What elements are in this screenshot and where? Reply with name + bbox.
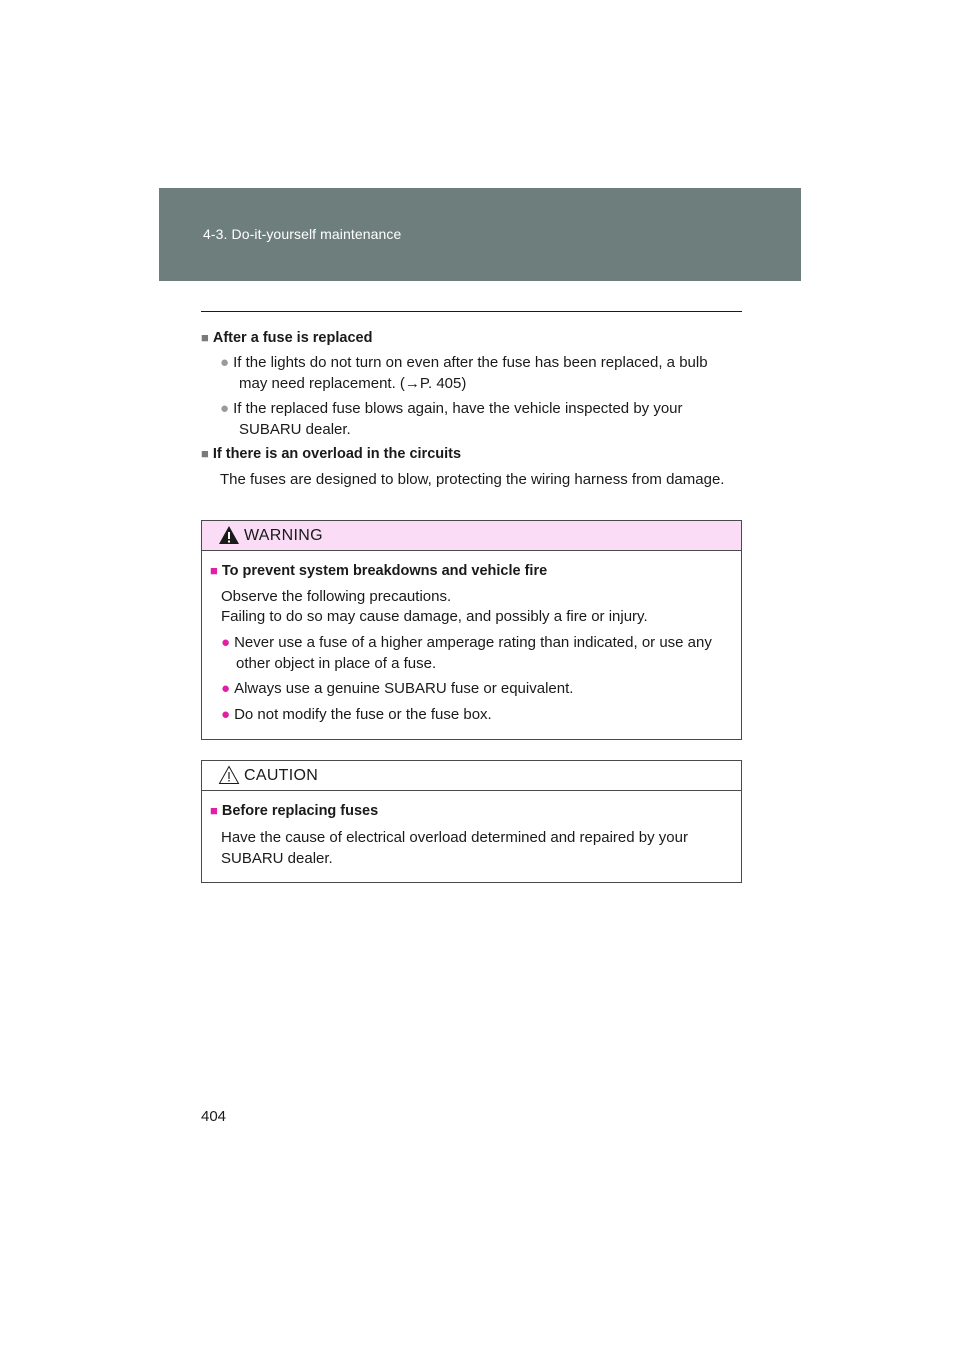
warning-text-precautions: Observe the following precautions. <box>221 588 452 605</box>
warning-triangle-icon <box>218 525 240 545</box>
square-bullet-icon: ■ <box>201 446 209 461</box>
warning-box <box>201 520 742 740</box>
square-bullet-icon: ■ <box>210 803 218 818</box>
header-rule <box>201 311 742 312</box>
section-header-band <box>159 188 801 281</box>
warning-title: WARNING <box>244 527 323 544</box>
circle-bullet-icon: ● <box>221 634 231 651</box>
section-label: 4-3. Do-it-yourself maintenance <box>203 226 402 242</box>
circle-bullet-icon: ● <box>220 400 230 417</box>
caution-text-line2: SUBARU dealer. <box>221 850 333 867</box>
note-heading-after-fuse: ■ After a fuse is replaced <box>201 330 373 346</box>
warning-text-failing: Failing to do so may cause damage, and possibly a fire or injury. <box>221 608 648 625</box>
note-bullet-lights-cont: may need replacement. (→P. 405) <box>239 375 467 392</box>
square-bullet-icon: ■ <box>201 330 209 345</box>
note-bullet-blows-again: ● If the replaced fuse blows again, have the vehicle inspected by your <box>220 400 683 417</box>
warning-header <box>202 521 741 551</box>
note-bullet-lights: ● If the lights do not turn on even after the fuse has been replaced, a bulb <box>220 354 708 371</box>
caution-title: CAUTION <box>244 767 319 784</box>
warning-heading: ■ To prevent system breakdowns and vehicle fire <box>210 563 548 579</box>
caution-header <box>202 761 741 791</box>
circle-bullet-icon: ● <box>220 354 230 371</box>
warning-bullet-amperage: ● Never use a fuse of a higher amperage rating than indicated, or use any <box>221 634 712 651</box>
warning-bullet-modify: ● Do not modify the fuse or the fuse box. <box>221 706 492 723</box>
square-bullet-icon: ■ <box>210 563 218 578</box>
note-overload-text: The fuses are designed to blow, protecting the wiring harness from damage. <box>220 471 725 488</box>
circle-bullet-icon: ● <box>221 706 231 723</box>
warning-bullet-amperage-cont: other object in place of a fuse. <box>236 655 437 672</box>
caution-box <box>201 760 742 883</box>
page-number: 404 <box>201 1108 227 1125</box>
note-heading-overload: ■ If there is an overload in the circuits <box>201 446 462 462</box>
caution-triangle-icon <box>218 765 240 785</box>
caution-text-line1: Have the cause of electrical overload determined and repaired by your <box>221 829 688 846</box>
circle-bullet-icon: ● <box>221 680 231 697</box>
note-bullet-blows-again-cont: SUBARU dealer. <box>239 421 351 438</box>
warning-bullet-genuine: ● Always use a genuine SUBARU fuse or equivalent. <box>221 680 574 697</box>
caution-heading: ■ Before replacing fuses <box>210 803 379 819</box>
